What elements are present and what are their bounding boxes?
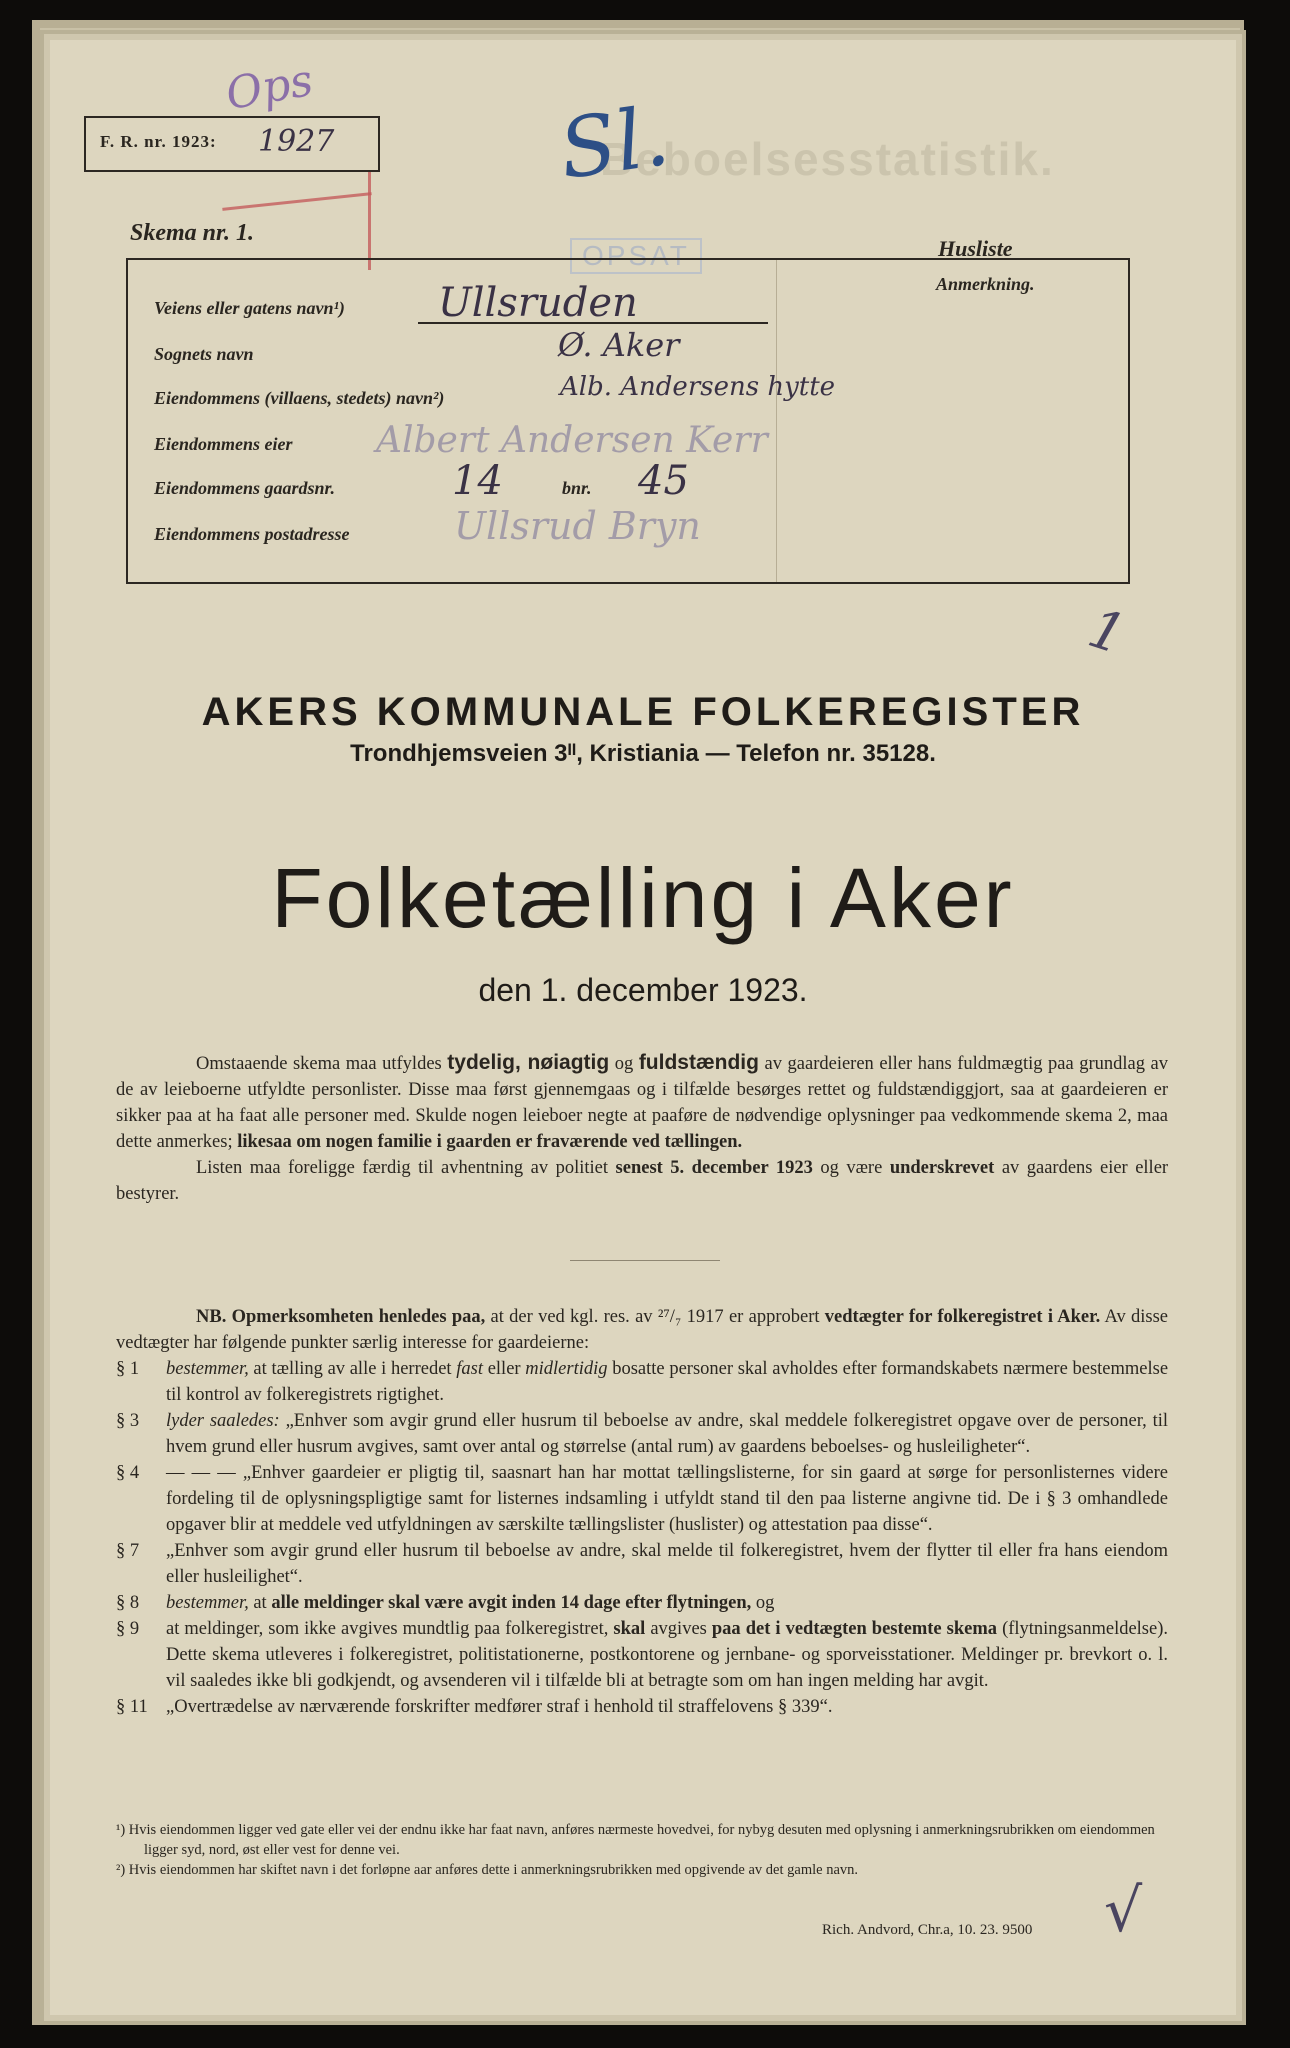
organisation-address: Trondhjemsveien 3ᴵᴵ, Kristiania — Telefon nr. 35128. (350, 740, 936, 767)
faded-bleed-title: Beboelsesstatistik. (600, 133, 1055, 185)
gaardsnr-label: Eiendommens gaardsnr. (154, 478, 336, 498)
veiens-value: Ullsruden (438, 280, 638, 326)
section-text: og (755, 1593, 775, 1613)
nb-text: at der ved kgl. res. av ²⁷/₇ 1917 er approbert (490, 1307, 820, 1327)
gaardsnr-value: 14 (452, 458, 503, 504)
eiendommens-navn-label: Eiendommens (villaens, stedets) navn²) (154, 388, 445, 408)
section-text: bestemmer, (166, 1593, 249, 1613)
section-text: fast (456, 1359, 483, 1379)
section-text: bosatte personer skal avholdes efter formandskabets nærmere bestemmelse til kontrol av folkeregistrets rigtighet. (166, 1359, 1169, 1405)
skema-number: Skema nr. 1. (130, 220, 255, 246)
instructions-text: Listen maa foreligge færdig til avhentning av politiet (196, 1158, 609, 1178)
check-mark-bottom: √ (1104, 1876, 1143, 1946)
nb-block (116, 1304, 1168, 1720)
section-text: at meldinger, som ikke avgives mundtlig paa folkeregistret, (166, 1619, 609, 1639)
instructions-text: av gaardens eier eller bestyrer. (116, 1158, 1169, 1204)
section-emphasis: paa det i vedtægten bestemte skema (711, 1619, 998, 1639)
red-pencil-stroke-vertical (368, 170, 371, 270)
section-number: § 8 (116, 1593, 140, 1613)
instructions-emphasis: fuldstændig (638, 1051, 759, 1074)
bnr-label: bnr. (562, 478, 592, 498)
printer-imprint: Rich. Andvord, Chr.a, 10. 23. 9500 (822, 1922, 1033, 1938)
instructions-text: Omstaaende skema maa utfyldes (196, 1054, 442, 1074)
paragraph-1 (116, 1356, 1168, 1408)
deadline-text: senest 5. december 1923 (615, 1158, 813, 1178)
page-title: Folketælling i Aker (271, 851, 1015, 945)
census-form-page (50, 40, 1236, 2015)
section-number: § 11 (116, 1697, 148, 1717)
handwritten-ops-mark: Ops (222, 54, 317, 121)
section-number: § 7 (116, 1541, 140, 1561)
instructions-text: av gaardeieren eller hans fuldmægtig paa grundlag av de av leieboerne utfyldte personlister. Disse maa først gjennemgaas og i tilfælde besørges rettet og fuldstændiggjort, saa at gaardeieren er sikker paa at ha faat alle personer med. Skulde nogen leieboer negte at paaføre de nødvendige oplysninger paa vedkommende skema 2, maa dette anmerkes; (116, 1054, 1169, 1152)
instructions-emphasis: tydelig, nøiagtig (447, 1051, 610, 1074)
bnr-value: 45 (638, 458, 689, 504)
section-text: at tælling av alle i herredet (253, 1359, 452, 1379)
section-number: § 4 (116, 1463, 140, 1483)
handwritten-sl-mark: Sl. (553, 88, 675, 199)
paragraph-8 (116, 1590, 1168, 1616)
paragraph-3 (116, 1408, 1168, 1460)
check-mark-top: 1 (1081, 596, 1134, 667)
section-text: — — — „Enhver gaardeier er pligtig til, saasnart han har mottat tællingslisterne, for sin gaard at sørge for personlisternes videre fordeling til de oplysningspligtige samt for listernes indsamling i utfyldt stand til den paa listerne angivne tid. De i § 3 omhandlede opgaver blir at meddele ved utfyldningen av særskilte tællingslister (huslister) og attestation paa disse“. (166, 1463, 1168, 1535)
section-emphasis: alle meldinger skal være avgit inden 14 dage efter flytningen, (271, 1593, 752, 1613)
nb-emphasis: vedtægter for folkeregistret i Aker. (824, 1307, 1101, 1327)
veiens-label: Veiens eller gatens navn¹) (154, 298, 345, 318)
anmerkning-header: Anmerkning. (936, 274, 1035, 294)
section-divider (570, 1260, 720, 1261)
eier-label: Eiendommens eier (154, 434, 293, 454)
property-info-box (126, 258, 1130, 584)
paragraph-9 (116, 1616, 1168, 1694)
postadresse-label: Eiendommens postadresse (154, 524, 350, 544)
section-text: at (253, 1593, 267, 1613)
section-text: bestemmer, (166, 1359, 249, 1379)
signature-requirement: underskrevet (889, 1158, 995, 1178)
census-date: den 1. december 1923. (478, 972, 808, 1008)
fr-number-box (84, 116, 380, 172)
section-text: „Overtrædelse av nærværende forskrifter medfører straf i henhold til straffelovens § 339“. (166, 1697, 833, 1717)
paragraph-4 (116, 1460, 1168, 1538)
paragraph-11 (116, 1694, 1168, 1720)
section-text: eller (487, 1359, 521, 1379)
eier-value: Albert Andersen Kerr (376, 420, 768, 461)
paragraph-7 (116, 1538, 1168, 1590)
sognets-value: Ø. Aker (558, 326, 680, 364)
postadresse-value: Ullsrud Bryn (454, 504, 701, 548)
section-text: lyder saaledes: (166, 1411, 280, 1431)
fr-number-value: 1927 (258, 124, 335, 159)
instructions-text: og (614, 1054, 634, 1074)
section-text: (flytningsanmeldelse). Dette skema utleveres i folkeregistret, politistationerne, postkontorene og jernbane- og sporveisstationer. Meldinger pr. brevkort o. l. vil saaledes ikke bli godkjendt, og avsenderen vil i tilfælde bli at betragte som om han ingen melding har avgit. (166, 1619, 1169, 1691)
fr-number-label: F. R. nr. 1923: (100, 132, 217, 151)
opsat-stamp: OPSAT (570, 238, 702, 274)
footnote-2: ²) Hvis eiendommen har skiftet navn i det forløpne aar anføres dette i anmerkningsrubrikken med opgivende av det gamle navn. (116, 1862, 858, 1878)
section-number: § 3 (116, 1411, 140, 1431)
footnote-1: ¹) Hvis eiendommen ligger ved gate eller vei der endnu ikke har faat navn, anføres nærmeste hovedvei, for nybyg desuten med oplysning i anmerkningsrubrikken om eiendommen ligger syd, nord, øst eller vest for denne vei. (116, 1822, 1155, 1858)
footnotes (116, 1820, 1176, 1880)
instructions-block (116, 1050, 1168, 1207)
section-emphasis: skal (613, 1619, 646, 1639)
eiendommens-navn-value: Alb. Andersens hytte (560, 372, 836, 402)
section-text: midlertidig (525, 1359, 608, 1379)
instructions-text: og være (820, 1158, 883, 1178)
sognets-label: Sognets navn (154, 344, 254, 364)
section-number: § 1 (116, 1359, 140, 1379)
section-text: avgives (650, 1619, 707, 1639)
husliste-label: Husliste (938, 236, 1013, 261)
section-text: „Enhver som avgir grund eller husrum til beboelse av andre, skal meddele folkeregistret opgave over de personer, til hvem grund eller husrum avgives, samt over antal og størrelse (antal rum) av gaardens beboelses- og husleiligheter“. (166, 1411, 1168, 1457)
column-divider (776, 260, 777, 582)
nb-heading: NB. Opmerksomheten henledes paa, (196, 1307, 486, 1327)
organisation-heading: AKERS KOMMUNALE FOLKEREGISTER (201, 690, 1085, 734)
section-text: „Enhver som avgir grund eller husrum til beboelse av andre, skal melde til folkeregistret, hvem der flytter til eller fra hans eiendom eller husleilighet“. (166, 1541, 1168, 1587)
nb-text: Av disse vedtægter har følgende punkter særlig interesse for gaardeierne: (116, 1307, 1169, 1353)
instructions-emphasis: likesaa om nogen familie i gaarden er fraværende ved tællingen. (237, 1132, 743, 1152)
section-number: § 9 (116, 1619, 140, 1639)
red-pencil-stroke (222, 192, 371, 211)
